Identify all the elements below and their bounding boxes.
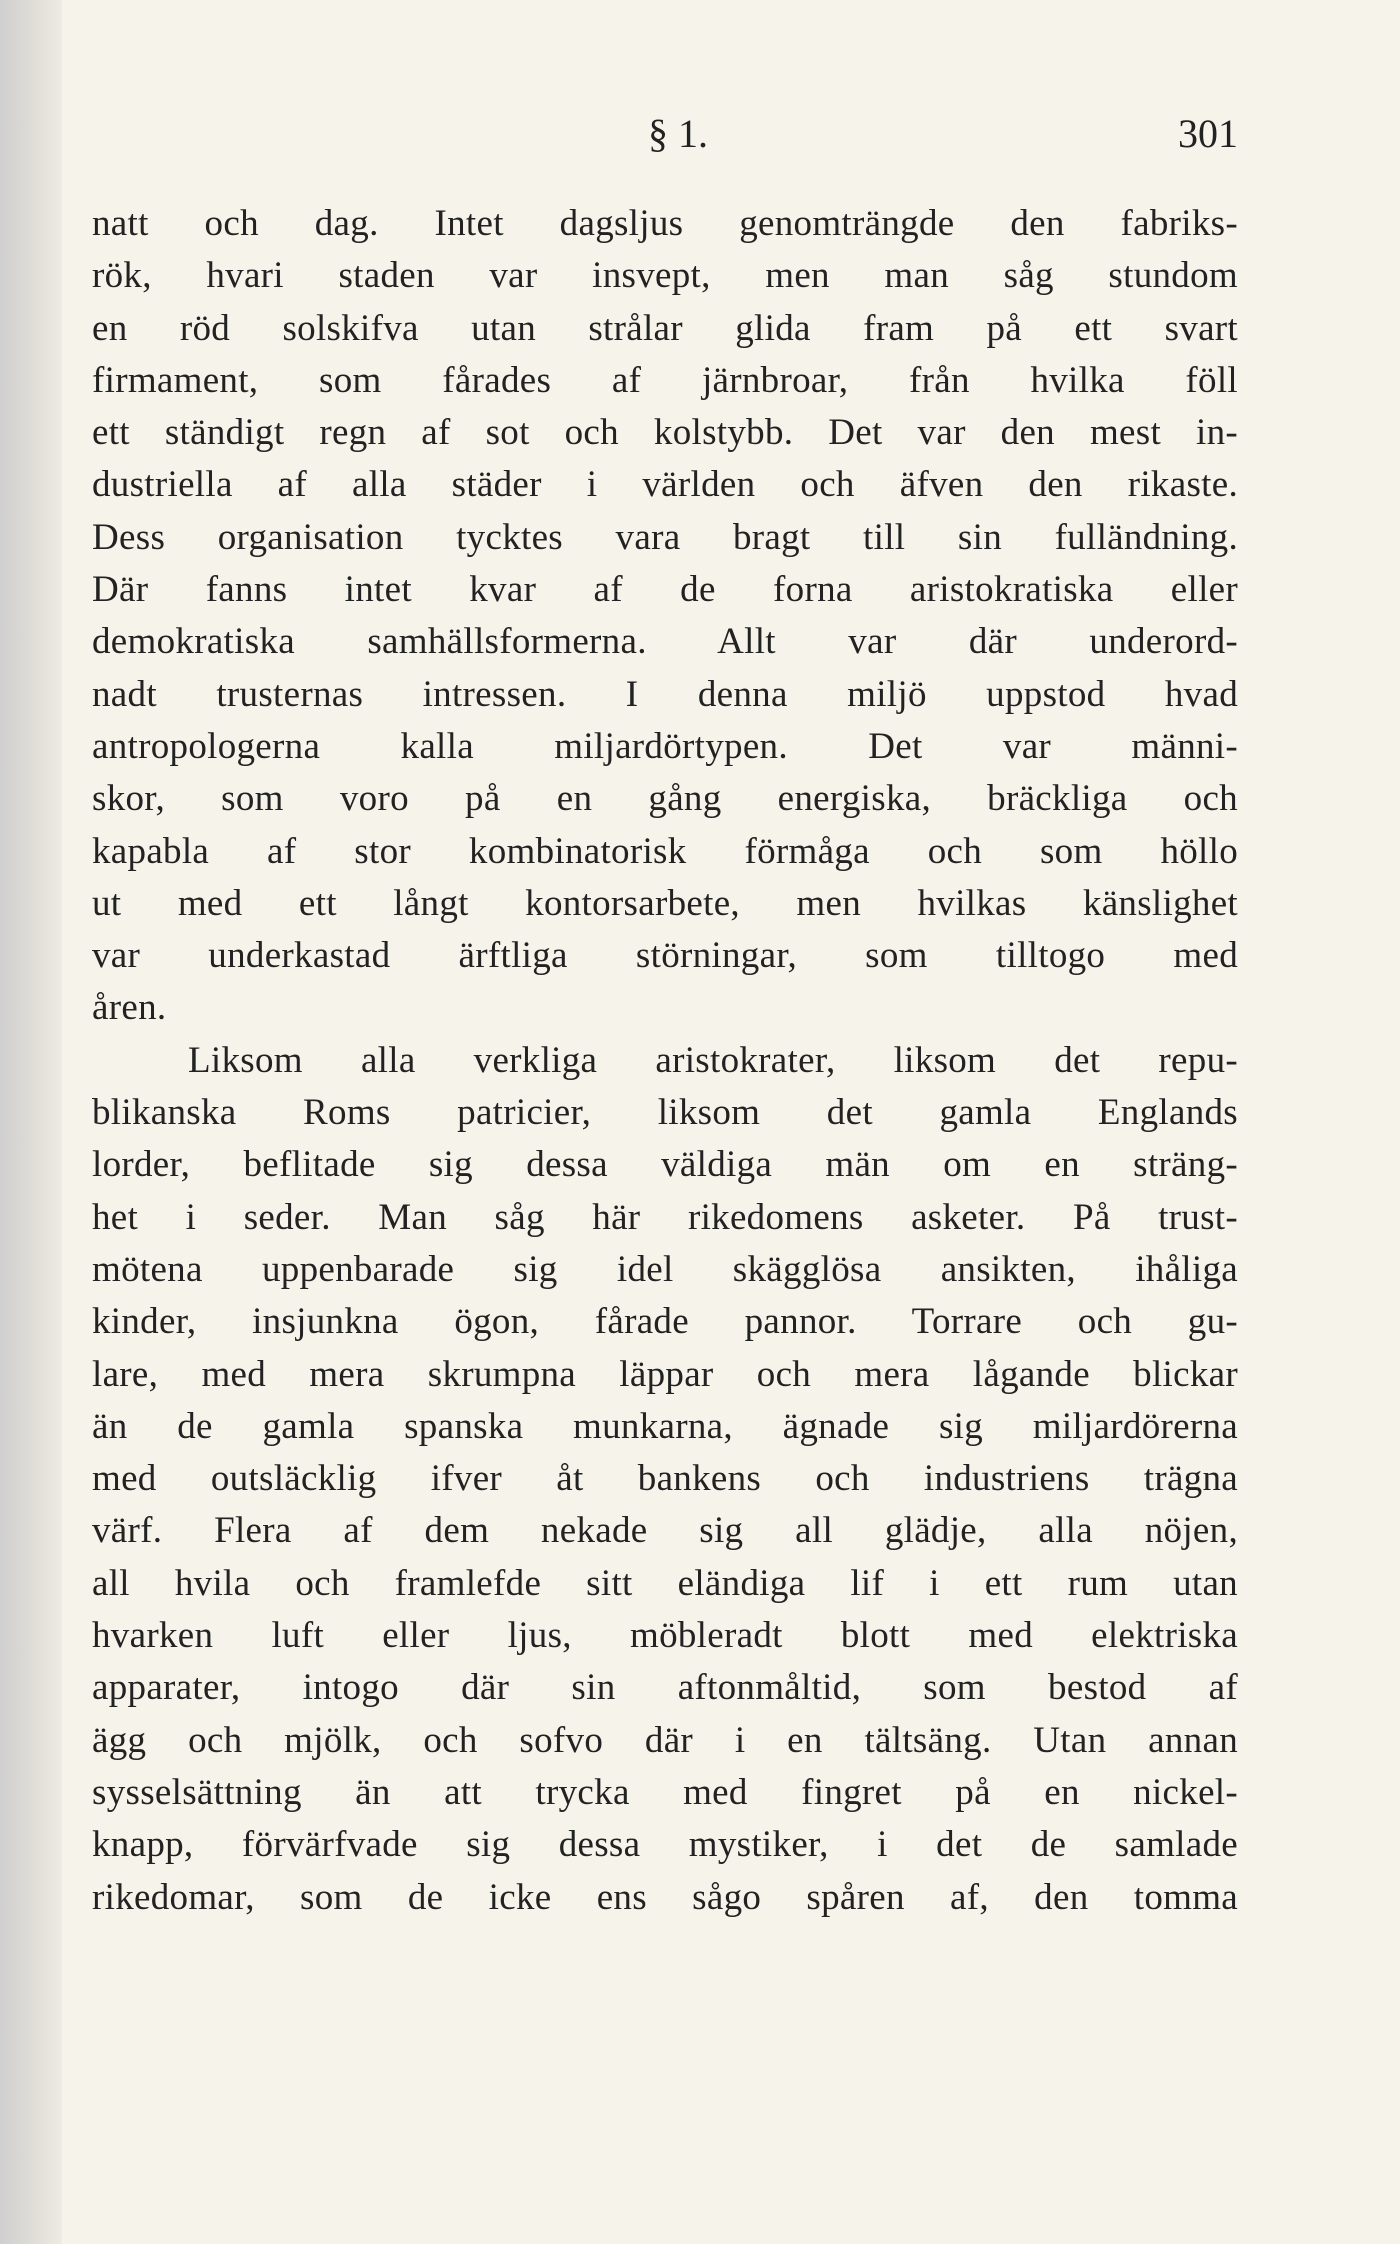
page-number: 301	[1178, 111, 1238, 156]
text-line: mötena uppenbarade sig idel skägglösa ansikten, ihåliga	[92, 1248, 1238, 1290]
text-line: sysselsättning än att trycka med fingret på en nickel-	[92, 1771, 1238, 1813]
text-line: kinder, insjunkna ögon, fårade pannor. Torrare och gu-	[92, 1301, 1238, 1343]
text-line: en röd solskifva utan strålar glida fram på ett svart	[92, 307, 1238, 349]
text-line: ut med ett långt kontorsarbete, men hvilkas känslighet	[92, 882, 1238, 924]
text-line: hvarken luft eller ljus, möbleradt blott med elektriska	[92, 1615, 1238, 1657]
page-edge-shadow	[0, 0, 62, 2244]
body-text	[92, 198, 1238, 1924]
text-line: blikanska Roms patricier, liksom det gamla Englands	[92, 1092, 1238, 1134]
text-line: dustriella af alla städer i världen och äfven den rikaste.	[92, 464, 1238, 506]
text-line: ägg och mjölk, och sofvo där i en tältsäng. Utan annan	[92, 1719, 1238, 1761]
text-line: med outsläcklig ifver åt bankens och industriens trägna	[92, 1458, 1238, 1500]
text-line: all hvila och framlefde sitt eländiga lif i ett rum utan	[92, 1562, 1238, 1604]
text-line: nadt trusternas intressen. I denna miljö uppstod hvad	[92, 673, 1238, 715]
text-line: antropologerna kalla miljardörtypen. Det var männi-	[92, 725, 1238, 767]
text-line: lorder, beflitade sig dessa väldiga män om en sträng-	[92, 1144, 1238, 1186]
text-line: demokratiska samhällsformerna. Allt var där underord-	[92, 621, 1238, 663]
text-line: apparater, intogo där sin aftonmåltid, som bestod af	[92, 1667, 1238, 1709]
text-line: Liksom alla verkliga aristokrater, liksom det repu-	[188, 1039, 1238, 1081]
text-line: ett ständigt regn af sot och kolstybb. Det var den mest in-	[92, 412, 1238, 454]
text-line: het i seder. Man såg här rikedomens asketer. På trust-	[92, 1196, 1238, 1238]
running-header	[0, 100, 1400, 160]
text-line: än de gamla spanska munkarna, ägnade sig miljardörerna	[92, 1405, 1238, 1447]
text-line: natt och dag. Intet dagsljus genomträngde den fabriks-	[92, 203, 1238, 244]
text-line: rök, hvari staden var insvept, men man såg stundom	[92, 255, 1238, 297]
text-line: kapabla af stor kombinatorisk förmåga och som höllo	[92, 830, 1238, 872]
text-line: knapp, förvärfvade sig dessa mystiker, i det de samlade	[92, 1824, 1238, 1866]
text-line: skor, som voro på en gång energiska, bräckliga och	[92, 778, 1238, 820]
text-line: värf. Flera af dem nekade sig all glädje, alla nöjen,	[92, 1510, 1238, 1552]
text-line: firmament, som fårades af järnbroar, från hvilka föll	[92, 359, 1238, 401]
text-line: var underkastad ärftliga störningar, som tilltogo med	[92, 935, 1238, 977]
text-line: åren.	[92, 987, 167, 1029]
text-line: lare, med mera skrumpna läppar och mera lågande blickar	[92, 1353, 1238, 1395]
text-line: Dess organisation tycktes vara bragt till sin fulländning.	[92, 516, 1238, 558]
text-line: rikedomar, som de icke ens sågo spåren af, den tomma	[92, 1876, 1238, 1918]
text-line: Där fanns intet kvar af de forna aristokratiska eller	[92, 569, 1238, 611]
section-mark: § 1.	[648, 111, 708, 156]
